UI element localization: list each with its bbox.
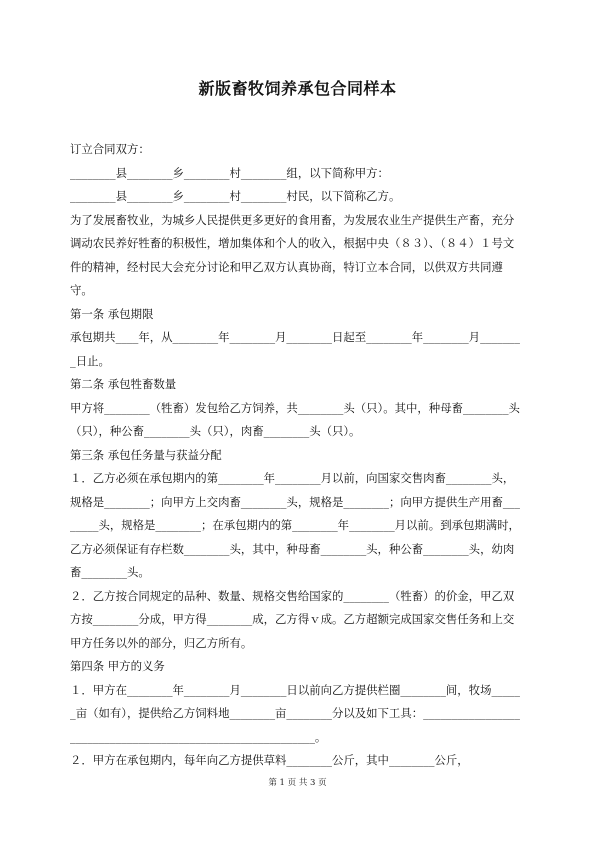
preamble-paragraph: 为了发展畜牧业，为城乡人民提供更多更好的食用畜，为发展农业生产提供生产畜，充分调动农民养好牲畜的积极性，增加集体和个人的收入，根据中央（８３）、（８４）１号文件的精神，经村民大会充分讨论和甲乙双方认真协商，特订立本合同，以供双方共同遵守。 [70,212,515,297]
article-4-item-1: １．甲方在________年________月________日以前向乙方提供栏圈________间，牧场______亩（如有），提供给乙方饲料地________亩________分以及如下工具：____________________________________________________________。 [70,682,520,744]
article-4-heading: 第四条 甲方的义务 [70,659,165,673]
page-footer: 第 1 页 共 3 页 [268,778,327,788]
party-a-line: ________县________乡________村________组，以下简称甲方： [70,165,389,180]
article-3-heading: 第三条 承包任务量与获益分配 [70,447,222,462]
article-1-heading: 第一条 承包期限 [70,306,154,321]
article-2-heading: 第二条 承包牲畜数量 [70,377,177,391]
article-3-item-1: １．乙方必须在承包期内的第________年________月以前，向国家交售肉畜________头，规格是________；向甲方上交肉畜________头，规格是________；向甲方提供生产用畜________头，规格是________；在承包期内的第________年________月以前。到承包期满时，乙方必须保证有存栏数________头，其中，种母畜________头，种公畜________头，幼肉畜________头。 [70,471,520,579]
article-1-body: 承包期共____年，从________年________月________日起至________年________月________日止。 [70,330,520,368]
article-2-body: 甲方将________（牲畜）发包给乙方饲养，共________头（只）。其中，种母畜________头（只），种公畜________头（只），肉畜________头（只）。 [70,400,520,438]
parties-heading: 订立合同双方： [70,142,150,156]
article-3-item-2: ２．乙方按合同规定的品种、数量、规格交售给国家的________（牲畜）的价金，甲乙双方按________分成，甲方得________成，乙方得ｖ成。乙方超额完成国家交售任务和上交甲方任务以外的部分，归乙方所有。 [70,588,515,650]
document-title: 新版畜牧饲养承包合同样本 [198,79,397,98]
article-4-item-2: ２．甲方在承包期内，每年向乙方提供草料________公斤，其中________公斤， [70,753,469,767]
party-b-line: ________县________乡________村________村民，以下简称乙方。 [70,189,401,203]
document-body [70,138,525,773]
